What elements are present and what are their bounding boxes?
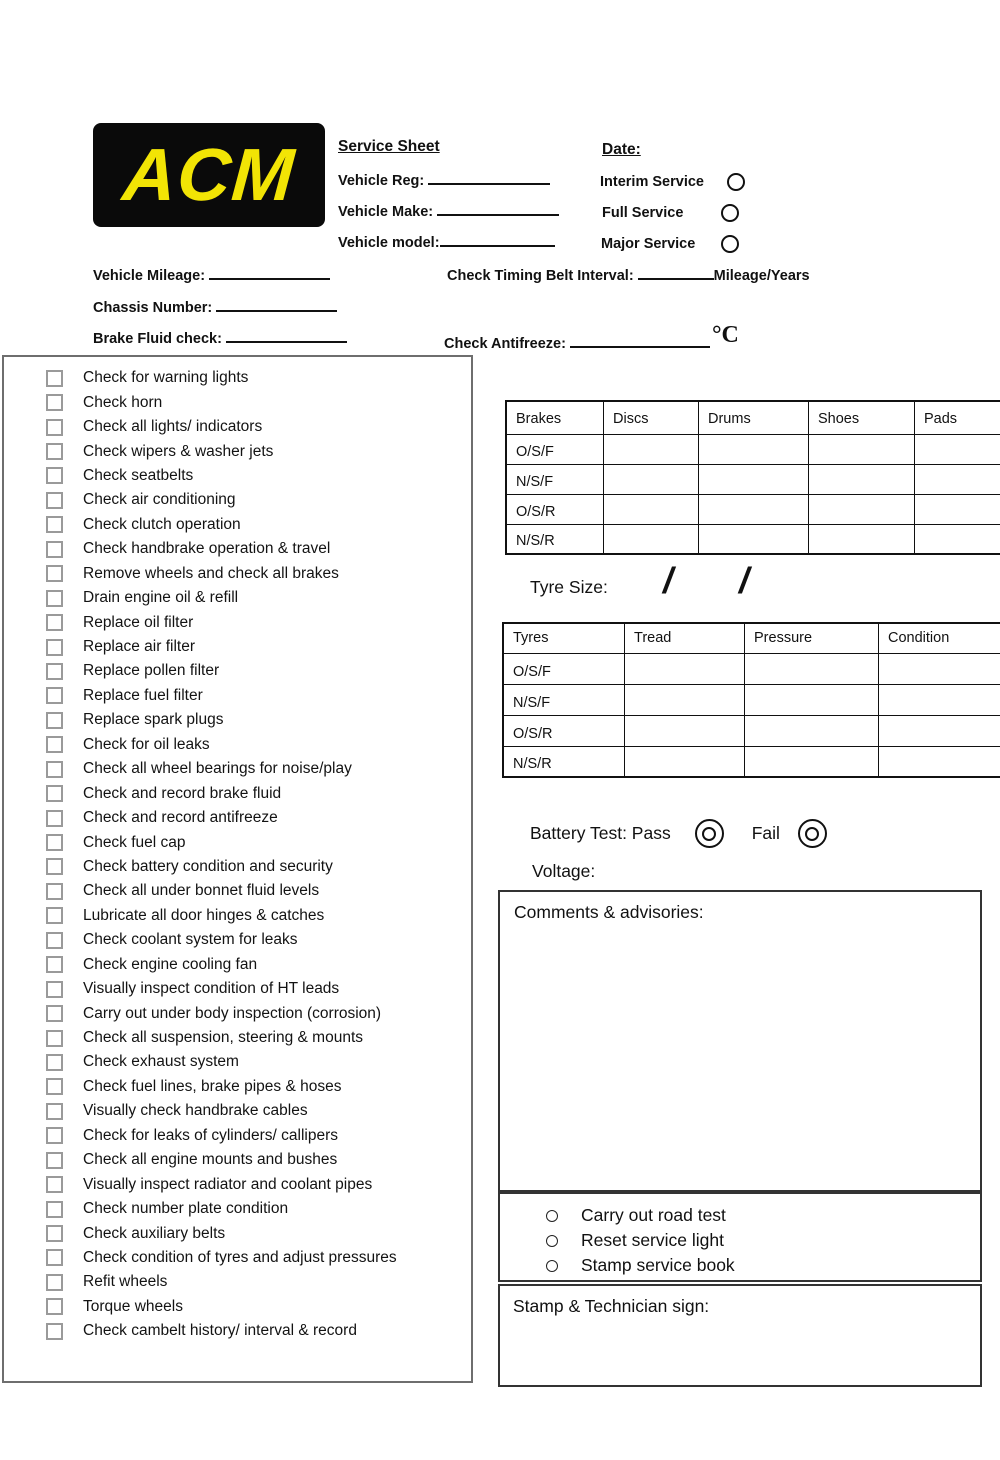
row-label: N/S/R [506,524,604,554]
chassis-number-label: Chassis Number: [93,300,213,316]
acm-logo-text: ACM [120,133,298,216]
checklist-item[interactable] [4,1001,471,1025]
empty-cell[interactable] [915,464,1000,494]
checklist-item[interactable] [4,610,471,634]
table-row [503,684,1000,715]
antifreeze-label: Check Antifreeze: [444,336,566,352]
vehicle-mileage-label: Vehicle Mileage: [93,268,206,284]
checkbox-icon[interactable] [46,1054,63,1071]
checklist-item-label: Replace spark plugs [83,711,224,729]
column-header: Tyres [503,623,625,653]
tyre-size-slash-1: / [663,560,674,601]
row-label: N/S/R [503,746,625,777]
empty-cell[interactable] [699,494,809,524]
antifreeze-unit: °C [711,322,739,348]
interim-service-radio[interactable] [727,173,745,191]
checklist-item[interactable] [4,439,471,463]
checklist-item-label: Check battery condition and security [83,857,333,875]
checkbox-icon[interactable] [46,1127,63,1144]
checkbox-icon[interactable] [46,932,63,949]
vehicle-reg-label: Vehicle Reg: [338,173,425,189]
checkbox-icon[interactable] [46,467,63,484]
checkbox-icon[interactable] [46,736,63,753]
final-check-item[interactable] [546,1253,980,1278]
checklist-item-label: Check all engine mounts and bushes [83,1151,338,1169]
checkbox-icon[interactable] [46,370,63,387]
checklist-item[interactable] [4,586,471,610]
checkbox-icon[interactable] [46,1005,63,1022]
checklist-item-label: Check condition of tyres and adjust pressures [83,1248,397,1266]
checkbox-icon[interactable] [46,1274,63,1291]
empty-cell[interactable] [745,715,879,746]
checkbox-icon[interactable] [46,883,63,900]
acm-logo [93,123,325,227]
checklist-item-label: Check for oil leaks [83,735,210,753]
checklist-item-label: Check engine cooling fan [83,955,258,973]
vehicle-reg-input-line[interactable] [428,170,550,185]
checkbox-icon[interactable] [46,687,63,704]
checklist-item-label: Check all under bonnet fluid levels [83,882,320,900]
checklist-item[interactable] [4,855,471,879]
checklist-item[interactable] [4,879,471,903]
checklist-item-label: Remove wheels and check all brakes [83,564,339,582]
chassis-number-input-line[interactable] [216,297,337,312]
checklist-item-label: Visually inspect condition of HT leads [83,980,340,998]
empty-cell[interactable] [809,464,915,494]
circle-bullet-icon[interactable] [546,1235,558,1247]
table-header-row [503,623,1000,653]
column-header: Shoes [809,401,915,434]
empty-cell[interactable] [879,684,1000,715]
antifreeze-input-line[interactable] [570,333,710,348]
checklist-item-label: Check exhaust system [83,1053,239,1071]
checklist-item-label: Refit wheels [83,1273,168,1291]
brake-fluid-input-line[interactable] [226,328,347,343]
empty-cell[interactable] [625,684,745,715]
final-check-item[interactable] [546,1203,980,1228]
timing-belt-suffix: Mileage/Years [713,268,810,284]
checkbox-icon[interactable] [46,1298,63,1315]
battery-test-label: Battery Test: Pass [530,823,671,843]
checkbox-icon[interactable] [46,1030,63,1047]
row-label: N/S/F [503,684,625,715]
timing-belt-label: Check Timing Belt Interval: [447,268,634,284]
checklist-item[interactable] [4,733,471,757]
checklist-item[interactable] [4,513,471,537]
row-label: O/S/R [506,494,604,524]
checklist-item-label: Check horn [83,393,163,411]
circle-bullet-icon[interactable] [546,1260,558,1272]
checkbox-icon[interactable] [46,1152,63,1169]
checklist [2,355,473,1383]
checkbox-icon[interactable] [46,492,63,509]
checklist-item[interactable] [4,366,471,390]
checklist-item-label: Check for warning lights [83,369,249,387]
vehicle-make-label: Vehicle Make: [338,204,434,220]
checklist-item-label: Check wipers & washer jets [83,442,274,460]
empty-cell[interactable] [915,494,1000,524]
interim-service-label: Interim Service [600,174,704,190]
empty-cell[interactable] [604,494,699,524]
final-check-label: Carry out road test [581,1205,726,1225]
checklist-item-label: Lubricate all door hinges & catches [83,906,325,924]
checkbox-icon[interactable] [46,785,63,802]
checklist-item-label: Check seatbelts [83,466,194,484]
table-row [506,464,1000,494]
checkbox-icon[interactable] [46,712,63,729]
checkbox-icon[interactable] [46,614,63,631]
full-service-label: Full Service [602,205,684,221]
column-header: Tread [625,623,745,653]
checklist-item[interactable] [4,659,471,683]
row-label: N/S/F [506,464,604,494]
empty-cell[interactable] [604,434,699,464]
checklist-item[interactable] [4,1124,471,1148]
final-check-label: Stamp service book [581,1255,735,1275]
checklist-item[interactable] [4,904,471,928]
checklist-item[interactable] [4,464,471,488]
empty-cell[interactable] [745,684,879,715]
checklist-item[interactable] [4,635,471,659]
major-service-radio[interactable] [721,235,739,253]
vehicle-model-input-line[interactable] [440,232,555,247]
table-row [503,715,1000,746]
checklist-item[interactable] [4,1246,471,1270]
checklist-item-label: Visually inspect radiator and coolant pipes [83,1175,373,1193]
checkbox-icon[interactable] [46,834,63,851]
empty-cell[interactable] [699,434,809,464]
checkbox-icon[interactable] [46,1176,63,1193]
checklist-item-label: Check and record brake fluid [83,784,282,802]
page-title: Service Sheet [338,138,440,155]
table-row [503,746,1000,777]
empty-cell[interactable] [915,524,1000,554]
checklist-item[interactable] [4,1050,471,1074]
checklist-item-label: Check all lights/ indicators [83,418,263,436]
tyres-table [502,622,1000,778]
vehicle-mileage-input-line[interactable] [209,265,330,280]
checklist-item[interactable] [4,977,471,1001]
empty-cell[interactable] [625,746,745,777]
checklist-item-label: Check and record antifreeze [83,809,278,827]
checklist-item[interactable] [4,1148,471,1172]
checkbox-icon[interactable] [46,907,63,924]
checklist-item[interactable] [4,1172,471,1196]
checklist-item-label: Check auxiliary belts [83,1224,226,1242]
checklist-item-label: Replace pollen filter [83,662,220,680]
column-header: Pads [915,401,1000,434]
column-header: Drums [699,401,809,434]
checklist-item-label: Drain engine oil & refill [83,589,239,607]
checklist-item[interactable] [4,806,471,830]
empty-cell[interactable] [699,524,809,554]
checklist-item-label: Check coolant system for leaks [83,931,298,949]
column-header: Condition [879,623,1000,653]
checkbox-icon[interactable] [46,1201,63,1218]
checkbox-icon[interactable] [46,639,63,656]
checklist-item-label: Check for leaks of cylinders/ callipers [83,1126,338,1144]
checklist-item[interactable] [4,830,471,854]
timing-belt-input-line[interactable] [638,265,714,280]
checkbox-icon[interactable] [46,565,63,582]
checklist-item-label: Carry out under body inspection (corrosion) [83,1004,382,1022]
checkbox-icon[interactable] [46,394,63,411]
checkbox-icon[interactable] [46,956,63,973]
checklist-item-label: Check number plate condition [83,1200,289,1218]
empty-cell[interactable] [879,715,1000,746]
row-label: O/S/F [503,653,625,684]
comments-label: Comments & advisories: [514,902,704,922]
checklist-item[interactable] [4,1295,471,1319]
checklist-item[interactable] [4,1270,471,1294]
checklist-item-label: Check all suspension, steering & mounts [83,1029,364,1047]
checkbox-icon[interactable] [46,1103,63,1120]
table-row [503,653,1000,684]
empty-cell[interactable] [699,464,809,494]
empty-cell[interactable] [809,524,915,554]
voltage-label: Voltage: [532,861,596,881]
empty-cell[interactable] [745,746,879,777]
major-service-label: Major Service [601,236,696,252]
empty-cell[interactable] [625,653,745,684]
final-checks-list [500,1203,980,1278]
date-label: Date: [602,141,641,158]
checkbox-icon[interactable] [46,761,63,778]
checklist-item[interactable] [4,562,471,586]
checklist-item[interactable] [4,1026,471,1050]
empty-cell[interactable] [604,464,699,494]
checkbox-icon[interactable] [46,1225,63,1242]
checklist-item-label: Visually check handbrake cables [83,1102,308,1120]
checkbox-icon[interactable] [46,1078,63,1095]
checklist-item[interactable] [4,684,471,708]
checklist-item-label: Check clutch operation [83,515,241,533]
column-header: Brakes [506,401,604,434]
checkbox-icon[interactable] [46,981,63,998]
checklist-item[interactable] [4,1075,471,1099]
empty-cell[interactable] [809,494,915,524]
column-header: Discs [604,401,699,434]
checklist-item[interactable] [4,708,471,732]
empty-cell[interactable] [604,524,699,554]
empty-cell[interactable] [809,434,915,464]
checklist-item-label: Torque wheels [83,1297,183,1315]
column-header: Pressure [745,623,879,653]
empty-cell[interactable] [879,746,1000,777]
checklist-item[interactable] [4,390,471,414]
table-row [506,524,1000,554]
checkbox-icon[interactable] [46,810,63,827]
tyre-size-label: Tyre Size: [530,577,608,597]
checklist-item[interactable] [4,928,471,952]
checklist-item[interactable] [4,757,471,781]
battery-pass-radio[interactable] [695,819,724,848]
vehicle-make-input-line[interactable] [437,201,559,216]
empty-cell[interactable] [745,653,879,684]
final-check-item[interactable] [546,1228,980,1253]
battery-fail-label: Fail [751,823,780,843]
checklist-item-label: Check air conditioning [83,491,236,509]
row-label: O/S/F [506,434,604,464]
checklist-item-label: Replace fuel filter [83,686,203,704]
checklist-item[interactable] [4,1221,471,1245]
table-row [506,494,1000,524]
comments-box[interactable] [498,890,982,1192]
checkbox-icon[interactable] [46,1249,63,1266]
tyre-size-slash-2: / [739,560,750,601]
brakes-table [505,400,1000,555]
empty-cell[interactable] [625,715,745,746]
checklist-item[interactable] [4,488,471,512]
checklist-item-label: Replace air filter [83,638,195,656]
row-label: O/S/R [503,715,625,746]
checklist-item[interactable] [4,1319,471,1343]
battery-fail-radio[interactable] [798,819,827,848]
table-row [506,434,1000,464]
checkbox-icon[interactable] [46,419,63,436]
checklist-item-label: Replace oil filter [83,613,194,631]
checkbox-icon[interactable] [46,541,63,558]
vehicle-model-label: Vehicle model: [338,235,440,251]
stamp-label: Stamp & Technician sign: [513,1296,710,1316]
checkbox-icon[interactable] [46,443,63,460]
brake-fluid-label: Brake Fluid check: [93,331,222,347]
checklist-item-label: Check cambelt history/ interval & record [83,1322,357,1340]
checkbox-icon[interactable] [46,663,63,680]
checklist-item[interactable] [4,1099,471,1123]
checklist-item[interactable] [4,537,471,561]
empty-cell[interactable] [915,434,1000,464]
checkbox-icon[interactable] [46,516,63,533]
checklist-item[interactable] [4,1197,471,1221]
checkbox-icon[interactable] [46,858,63,875]
final-check-label: Reset service light [581,1230,724,1250]
full-service-radio[interactable] [721,204,739,222]
checklist-item-label: Check all wheel bearings for noise/play [83,760,352,778]
stamp-box[interactable] [498,1284,982,1387]
checklist-item[interactable] [4,415,471,439]
table-header-row [506,401,1000,434]
checklist-item-label: Check handbrake operation & travel [83,540,331,558]
checklist-item[interactable] [4,781,471,805]
checklist-item-label: Check fuel lines, brake pipes & hoses [83,1077,342,1095]
checklist-item-label: Check fuel cap [83,833,186,851]
checkbox-icon[interactable] [46,590,63,607]
checkbox-icon[interactable] [46,1323,63,1340]
circle-bullet-icon[interactable] [546,1210,558,1222]
empty-cell[interactable] [879,653,1000,684]
checklist-item[interactable] [4,953,471,977]
final-checks-box [498,1192,982,1282]
